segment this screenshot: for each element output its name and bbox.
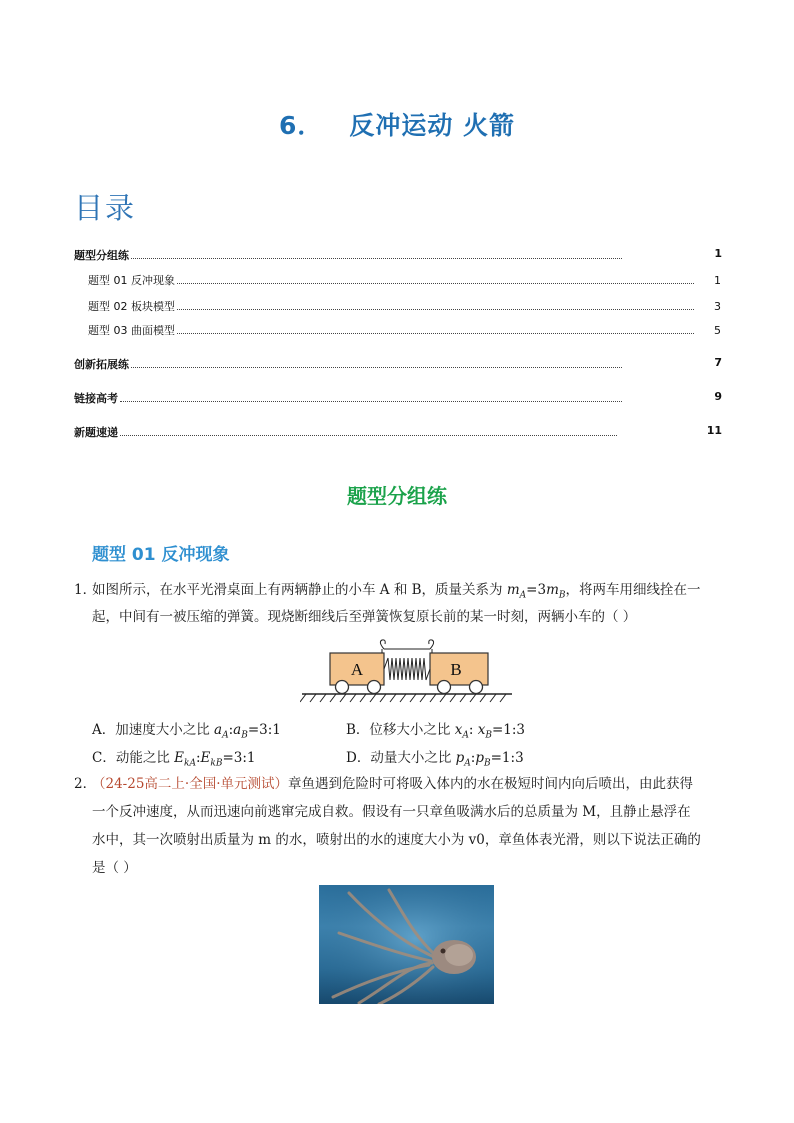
option-b[interactable]: B．位移大小之比 $x_A$: $x_B=1:3$ — [346, 722, 525, 741]
cart-b-label: B — [450, 660, 462, 679]
subsection-title: 题型 01 反冲现象 — [92, 545, 230, 565]
question-source: （24-25高二上·全国·单元测试） — [92, 776, 289, 792]
option-key: D． — [346, 750, 371, 766]
option-d[interactable]: D．动量大小之比 $p_A:p_B=1:3$ — [346, 750, 524, 769]
toc-item-page: 1 — [714, 274, 721, 287]
octopus-photo — [319, 885, 494, 1004]
question-text: ，将两车用细线拴在一 — [565, 582, 701, 598]
question-text: 章鱼遇到危险时可将吸入体内的水在极短时间内向后喷出，由此获得 — [288, 776, 694, 792]
octopus-illustration — [319, 885, 494, 1004]
option-a[interactable]: A．加速度大小之比 $a_A:a_B=3:1$ — [92, 722, 281, 741]
question-number: 2． — [74, 776, 97, 792]
toc-item-label: 题型分组练 — [74, 249, 129, 262]
toc-item-tixing-fenzu[interactable] — [74, 247, 722, 263]
wheel — [368, 681, 381, 694]
option-text: 动能之比 — [115, 750, 175, 766]
mass-relation: $m_A=3m_B$ — [506, 582, 566, 601]
page-title — [0, 106, 794, 142]
carts-spring-figure — [300, 638, 515, 706]
toc-leader — [177, 324, 694, 334]
option-key: A． — [92, 722, 116, 738]
toc-item-page: 3 — [714, 300, 721, 313]
option-key: C． — [92, 750, 116, 766]
toc-item-page: 1 — [714, 247, 722, 260]
toc-leader — [177, 274, 694, 284]
toc-heading: 目录 — [74, 191, 137, 225]
title-number: 6． — [278, 111, 324, 140]
toc-leader — [177, 300, 694, 310]
cart-a-label: A — [350, 660, 364, 679]
toc-item-label: 创新拓展练 — [74, 358, 129, 371]
section-title: 题型分组练 — [347, 484, 447, 508]
toc-leader — [131, 249, 622, 259]
toc-item-xinti-sudi[interactable] — [74, 424, 722, 440]
toc-item-label: 题型 01 反冲现象 — [88, 274, 175, 287]
wheel — [470, 681, 483, 694]
question-2-line-3: 水中，其一次喷射出质量为 m 的水，喷射出的水的速度大小为 v0，章鱼体表光滑，则以下说法正确的 — [92, 832, 701, 848]
spring — [384, 658, 430, 680]
toc-item-label: 新题速递 — [74, 426, 118, 439]
toc-item-page: 7 — [714, 356, 722, 369]
toc-item-page: 9 — [714, 390, 722, 403]
toc-item-page: 5 — [714, 324, 721, 337]
question-text: 如图所示，在水平光滑桌面上有两辆静止的小车 A 和 B，质量关系为 — [92, 582, 507, 598]
question-number: 1． — [74, 582, 97, 598]
toc-leader — [131, 358, 622, 368]
toc-item-chuangxin[interactable] — [74, 356, 722, 372]
toc-item-lianjie-gaokao[interactable] — [74, 390, 722, 406]
toc-item-tixing-02[interactable] — [88, 298, 721, 314]
toc-item-label: 题型 02 板块模型 — [88, 300, 175, 313]
question-1-line-2: 起，中间有一被压缩的弹簧。现烧断细线后至弹簧恢复原长前的某一时刻，两辆小车的（ ） — [92, 609, 637, 625]
toc-item-label: 题型 03 曲面模型 — [88, 324, 175, 337]
toc-item-page: 11 — [706, 424, 722, 437]
option-text: 加速度大小之比 — [115, 722, 215, 738]
wheel — [438, 681, 451, 694]
toc-leader — [120, 392, 622, 402]
question-2-line-4: 是（ ） — [92, 860, 137, 876]
ground-hatch — [300, 694, 506, 702]
option-text: 位移大小之比 — [369, 722, 455, 738]
thread — [380, 640, 433, 653]
question-2-line-1 — [74, 770, 734, 798]
toc-leader — [120, 426, 617, 436]
question-2-line-2: 一个反冲速度，从而迅速向前逃窜完成自救。假设有一只章鱼吸满水后的总质量为 M，且静止悬浮在 — [92, 804, 691, 820]
toc-item-tixing-01[interactable] — [88, 272, 721, 288]
option-text: 动量大小之比 — [370, 750, 456, 766]
option-key: B． — [346, 722, 370, 738]
wheel — [336, 681, 349, 694]
title-text: 反冲运动 火箭 — [349, 111, 516, 140]
option-c[interactable]: C．动能之比 $E_{kA}:E_{kB}=3:1$ — [92, 750, 256, 769]
toc-item-label: 链接高考 — [74, 392, 118, 405]
toc-item-tixing-03[interactable] — [88, 322, 721, 338]
